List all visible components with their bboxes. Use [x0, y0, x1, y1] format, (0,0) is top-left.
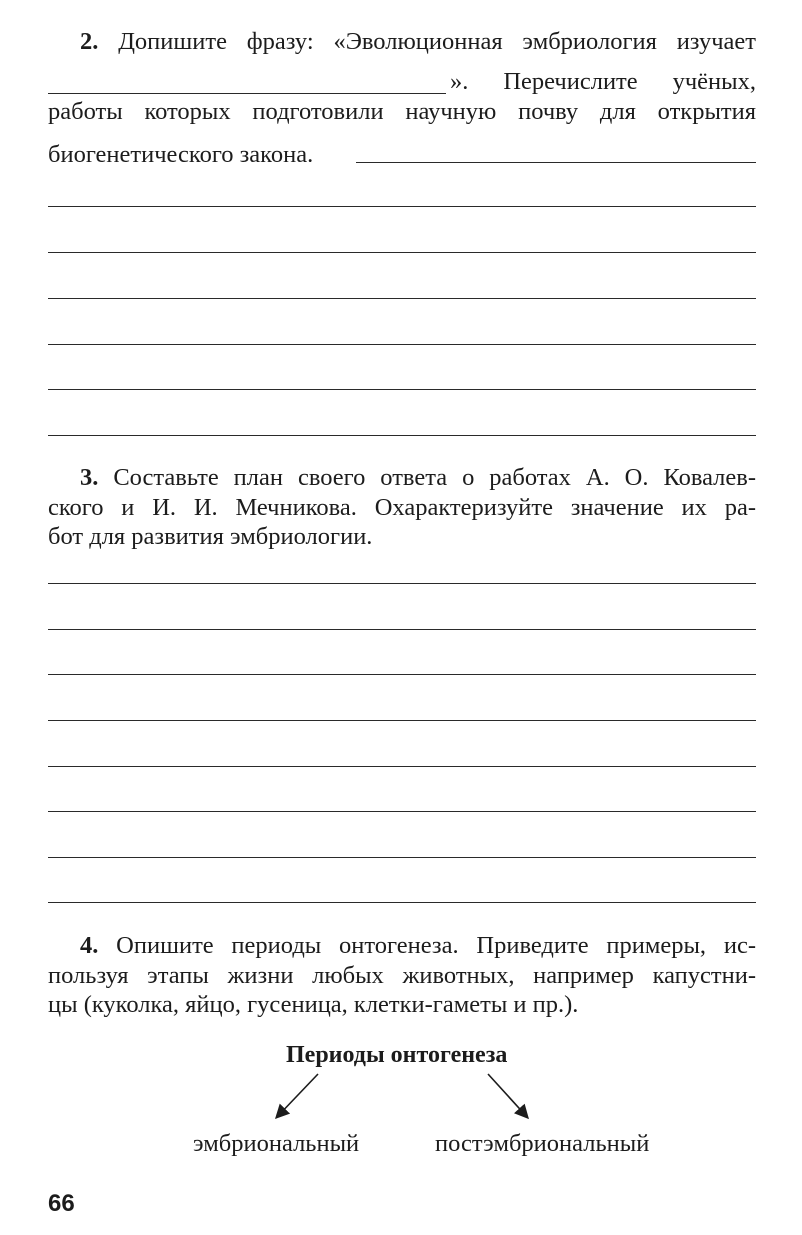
task-2-text-2: ». Перечислите учёных, — [450, 68, 756, 95]
task-3-text-3: бот для развития эмбриологии. — [48, 523, 373, 550]
task-2-number: 2. — [80, 28, 99, 55]
task-3-text-2: ского и И. И. Мечникова. Охарактеризуйте значение их ра- — [48, 494, 756, 521]
task-4-text-1: Опишите периоды онтогенеза. Приведите примеры, ис- — [116, 932, 756, 959]
task-3-text-1: Составьте план своего ответа о работах А. О. Ковалев- — [113, 464, 756, 491]
arrow-to-postembryonic — [488, 1074, 528, 1118]
diagram-right-label: постэмбриональный — [435, 1130, 650, 1157]
arrow-to-embryonic — [276, 1074, 318, 1118]
task-2-text-1: Допишите фразу: «Эволюционная эмбриология изучает — [118, 28, 757, 55]
page-number: 66 — [48, 1190, 75, 1217]
task-4-number: 4. — [80, 932, 99, 959]
task-4-text-2: пользуя этапы жизни любых животных, например капустни- — [48, 962, 756, 989]
task-3-number: 3. — [80, 464, 99, 491]
task-4-text-3: цы (куколка, яйцо, гусеница, клетки-гаметы и пр.). — [48, 991, 579, 1018]
task-2-text-4: биогенетического закона. — [48, 141, 314, 168]
diagram-left-label: эмбриональный — [193, 1130, 360, 1157]
diagram-title: Периоды онтогенеза — [286, 1042, 508, 1068]
task-2-text-3: работы которых подготовили научную почву для открытия — [48, 98, 756, 125]
